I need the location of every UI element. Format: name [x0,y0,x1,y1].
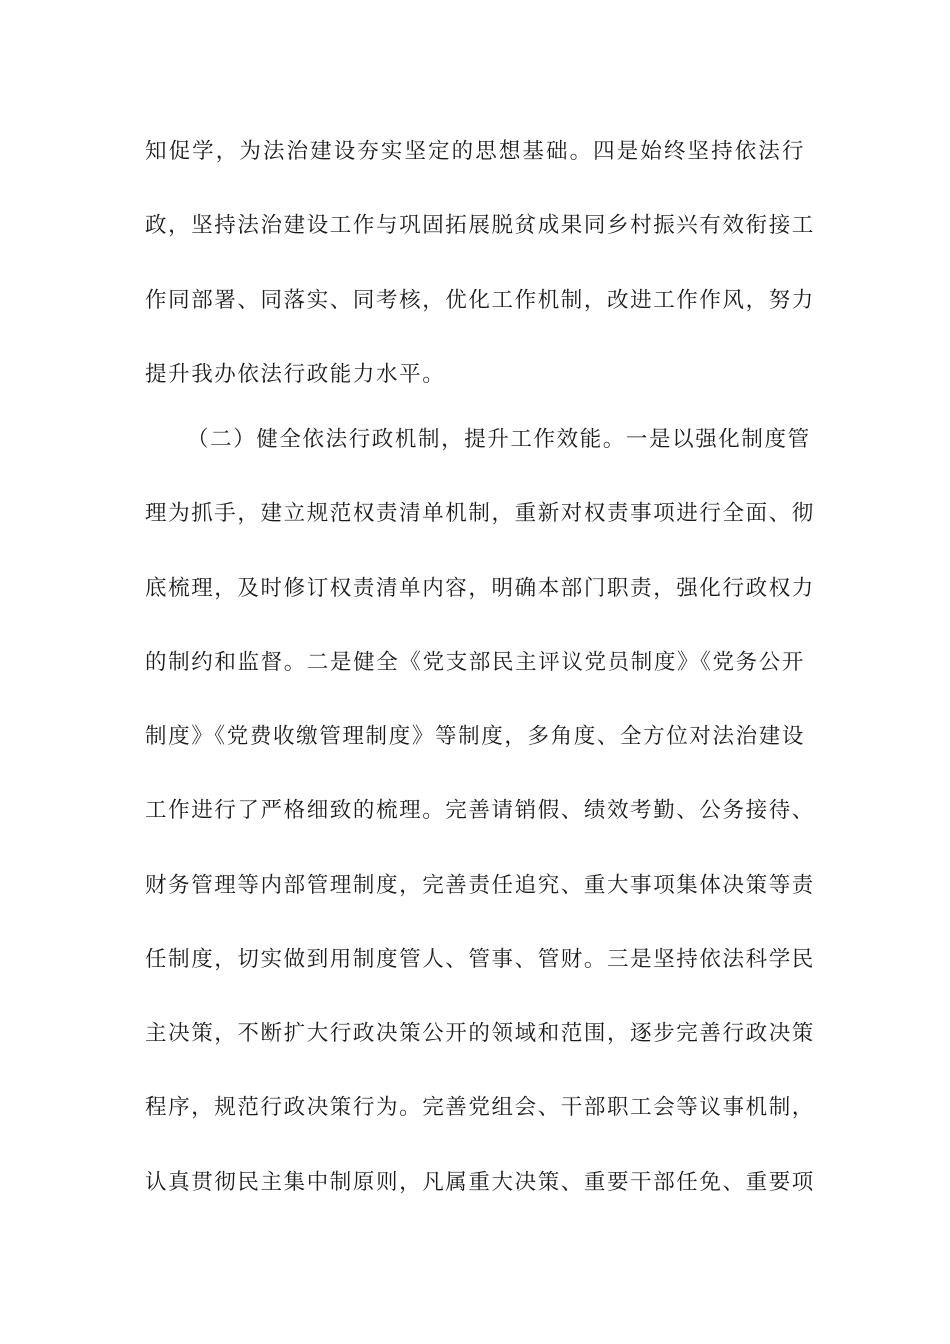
paragraph-line: 制度》《党费收缴管理制度》等制度，多角度、全方位对法治建设 [145,724,805,749]
paragraph-line: 作同部署、同落实、同考核，优化工作机制，改进工作作风，努力 [145,288,815,313]
paragraph-line: 底梳理，及时修订权责清单内容，明确本部门职责，强化行政权力 [145,576,815,601]
paragraph-line: 理为抓手，建立规范权责清单机制，重新对权责事项进行全面、彻 [145,501,815,526]
paragraph-line: 财务管理等内部管理制度，完善责任追究、重大事项集体决策等责 [145,873,815,898]
paragraph-line: （二）健全依法行政机制，提升工作效能。一是以强化制度管 [187,427,811,452]
paragraph-line: 提升我办依法行政能力水平。 [145,362,446,387]
paragraph-line: 政，坚持法治建设工作与巩固拓展脱贫成果同乡村振兴有效衔接工 [145,213,815,238]
paragraph-line: 的制约和监督。二是健全《党支部民主评议党员制度》《党务公开 [145,650,805,675]
paragraph-line: 程序，规范行政决策行为。完善党组会、干部职工会等议事机制， [145,1095,815,1120]
paragraph-line: 知促学，为法治建设夯实坚定的思想基础。四是始终坚持依法行 [145,139,805,164]
paragraph-line: 工作进行了严格细致的梳理。完善请销假、绩效考勤、公务接待、 [145,798,815,823]
paragraph-line: 任制度，切实做到用制度管人、管事、管财。三是坚持依法科学民 [145,947,815,972]
paragraph-line: 主决策，不断扩大行政决策公开的领域和范围，逐步完善行政决策 [145,1021,815,1046]
paragraph-line: 认真贯彻民主集中制原则，凡属重大决策、重要干部任免、重要项 [145,1170,815,1195]
